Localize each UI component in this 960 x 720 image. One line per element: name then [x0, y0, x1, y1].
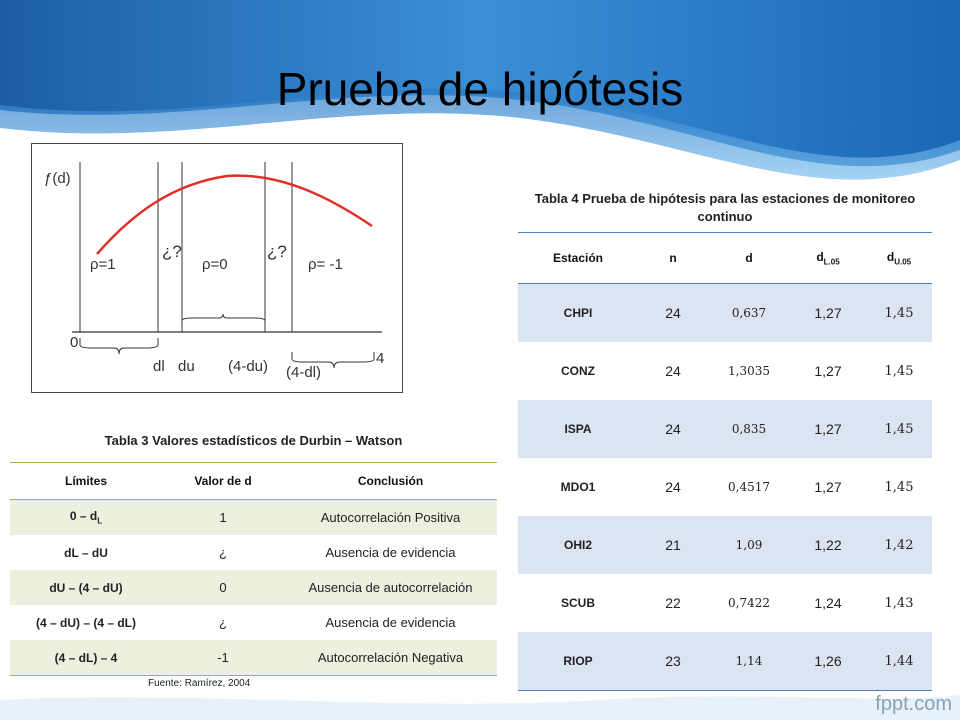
conclusion-cell: Ausencia de evidencia: [325, 615, 456, 630]
d-cell: 1,14: [708, 632, 790, 691]
slide-title: Prueba de hipótesis: [276, 63, 684, 115]
fppt-logo: fppt.com: [875, 693, 952, 715]
table-row: [518, 400, 932, 458]
limit-text: 0 – d: [69, 509, 98, 524]
du-cell: 1,45: [884, 479, 914, 495]
four-minus-dl-label: (4-dl): [286, 364, 322, 381]
station-cell: CONZ: [561, 364, 595, 378]
station-cell: SCUB: [560, 596, 595, 610]
question-label-2: ¿?: [267, 242, 287, 261]
table3-caption: Tabla 3 Valores estadísticos de Durbin – Watson: [104, 433, 403, 448]
n-cell: 21: [638, 516, 708, 574]
durbin-watson-table: [10, 462, 497, 676]
rho-0-label: ρ=0: [202, 256, 228, 273]
table4-header-dl: [790, 233, 866, 284]
brace-left: [80, 338, 158, 354]
dl-cell: 1,27: [790, 400, 866, 458]
limit-cell: [10, 500, 162, 536]
table4-header-row: [518, 233, 932, 284]
station-cell: OHI2: [518, 516, 638, 574]
table-row: [10, 500, 497, 536]
conclusion-cell: Ausencia de autocorrelación: [284, 570, 497, 605]
d-cell: 0,835: [708, 400, 790, 458]
dl-cell: 1,24: [814, 595, 842, 611]
dl-header-text: d: [816, 249, 824, 264]
dl-header-subscript: L.05: [823, 257, 840, 267]
table-row: [518, 284, 932, 343]
d-cell: 1,09: [708, 516, 790, 574]
table4-header-du: [866, 233, 932, 284]
density-curve: [97, 176, 372, 254]
value-cell: -1: [162, 640, 284, 676]
n-cell: 23: [638, 632, 708, 691]
value-cell: ¿: [219, 615, 227, 630]
dl-cell: 1,27: [814, 479, 842, 495]
value-cell: ¿: [219, 545, 227, 560]
table-row: [518, 632, 932, 691]
table3-header-conclusion: Conclusión: [284, 463, 497, 500]
rho-1-label: ρ=1: [90, 256, 116, 273]
table4-header-n: n: [638, 233, 708, 284]
table3-header-row: [10, 463, 497, 500]
four-minus-du-label: (4-du): [228, 358, 269, 375]
d-cell: 0,4517: [728, 480, 770, 494]
limit-subscript: L: [97, 516, 103, 526]
d-cell: 0,7422: [728, 596, 770, 610]
zero-label: 0: [70, 334, 79, 351]
du-cell: 1,45: [866, 284, 932, 343]
limit-cell: (4 – dU) – (4 – dL): [35, 615, 136, 630]
station-cell: MDO1: [560, 480, 596, 494]
conclusion-cell: Ausencia de evidencia: [325, 545, 456, 560]
question-label-1: ¿?: [162, 242, 182, 261]
table-row: [10, 535, 497, 570]
rho-minus-1-label: ρ= -1: [308, 256, 343, 273]
conclusion-cell: Autocorrelación Positiva: [284, 500, 497, 536]
table4-header-station: Estación: [518, 233, 638, 284]
du-cell: 1,44: [866, 632, 932, 691]
limit-cell: dU – (4 – dU): [10, 570, 162, 605]
value-cell: 1: [162, 500, 284, 536]
table3-source: Fuente: Ramírez, 2004: [148, 678, 251, 689]
du-label: du: [178, 358, 195, 375]
dl-cell: 1,26: [790, 632, 866, 691]
brace-middle: [182, 314, 265, 327]
table-row: [518, 574, 932, 632]
du-cell: 1,43: [884, 595, 914, 611]
dl-label: dl: [153, 358, 165, 375]
table4-header-d: d: [708, 233, 790, 284]
d-cell: 0,637: [708, 284, 790, 343]
table-row: [518, 516, 932, 574]
hypothesis-test-table: [518, 232, 932, 691]
d-cell: 1,3035: [728, 364, 770, 378]
n-cell: 22: [665, 595, 681, 611]
station-cell: RIOP: [518, 632, 638, 691]
value-cell: 0: [162, 570, 284, 605]
du-header-text: d: [886, 249, 895, 264]
dl-cell: 1,27: [790, 284, 866, 343]
four-label: 4: [376, 350, 385, 367]
table-row: [10, 570, 497, 605]
station-cell: CHPI: [518, 284, 638, 343]
n-cell: 24: [665, 479, 681, 495]
fd-label: ƒ(d): [44, 170, 71, 187]
n-cell: 24: [638, 284, 708, 343]
table3-header-limits: Límites: [10, 463, 162, 500]
n-cell: 24: [638, 400, 708, 458]
table-row: [10, 605, 497, 640]
table3-header-value: Valor de d: [162, 463, 284, 500]
du-cell: 1,45: [866, 400, 932, 458]
dw-distribution-diagram: [31, 143, 403, 393]
dl-cell: 1,27: [814, 363, 842, 379]
limit-cell: dL – dU: [64, 545, 108, 560]
limit-cell: (4 – dL) – 4: [10, 640, 162, 676]
du-cell: 1,42: [866, 516, 932, 574]
du-cell: 1,45: [884, 363, 914, 379]
station-cell: ISPA: [518, 400, 638, 458]
table4-caption: Tabla 4 Prueba de hipótesis para las estaciones de monitoreo continuo: [534, 191, 916, 224]
table-row: [518, 458, 932, 516]
table-row: [518, 342, 932, 400]
du-header-subscript: U.05: [894, 257, 912, 267]
dl-cell: 1,22: [790, 516, 866, 574]
n-cell: 24: [665, 363, 681, 379]
conclusion-cell: Autocorrelación Negativa: [284, 640, 497, 676]
table-row: [10, 640, 497, 676]
